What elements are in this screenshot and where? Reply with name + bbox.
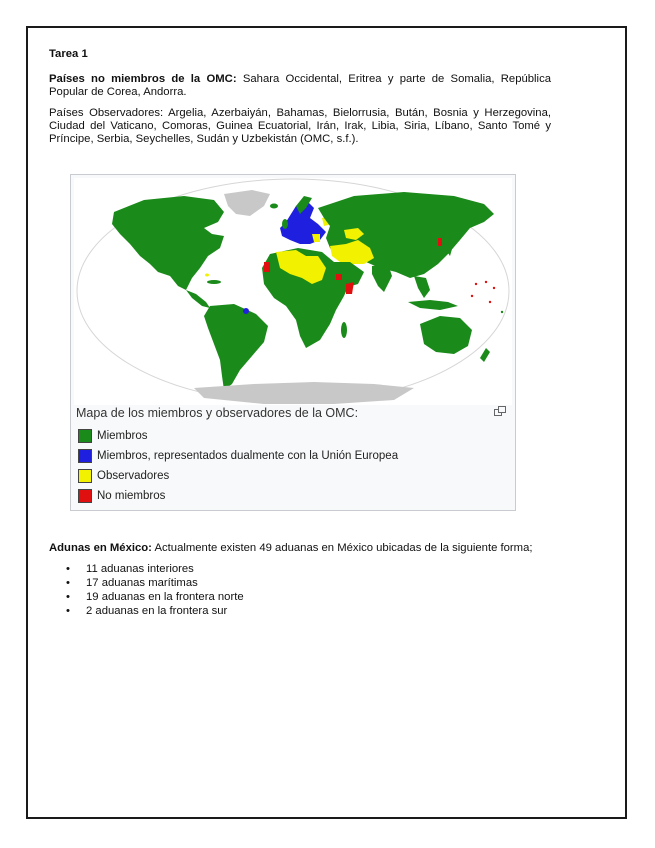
legend-swatch bbox=[78, 469, 92, 483]
legend-item-miembros bbox=[78, 426, 398, 446]
aduanas-section bbox=[49, 542, 559, 619]
list-item: • 2 aduanas en la frontera sur bbox=[66, 605, 559, 618]
list-item: • 19 aduanas en la frontera norte bbox=[66, 591, 559, 604]
map-caption: Mapa de los miembros y observadores de la OMC: bbox=[76, 406, 359, 420]
no-miembros-label: Países no miembros de la OMC: bbox=[49, 73, 237, 85]
legend-swatch bbox=[78, 429, 92, 443]
caribbean-shape bbox=[207, 280, 221, 284]
observadores-paragraph: Países Observadores: Argelia, Azerbaiyán, Bahamas, Bielorrusia, Bután, Bosnia y Herzegovina, Ciudad del Vaticano, Comoras, Guinea Ecuatorial, Irán, Irak, Libia, Siria, Líbano, Santo Tomé y Príncipe, Serbia, Seychelles, Sudán y Uzbekistán (OMC, s.f.). bbox=[49, 107, 551, 145]
eritrea-shape bbox=[336, 274, 342, 280]
enlarge-icon[interactable] bbox=[494, 406, 506, 416]
western-sahara-shape bbox=[264, 262, 270, 272]
aduanas-paragraph bbox=[49, 542, 559, 555]
aduanas-label: Adunas en México: bbox=[49, 542, 152, 554]
madagascar-shape bbox=[341, 322, 347, 338]
aduanas-text: Actualmente existen 49 aduanas en México ubicadas de la siguiente forma; bbox=[151, 542, 533, 554]
legend-label: Observadores bbox=[97, 470, 170, 482]
legend-item-miembros-ue bbox=[78, 446, 398, 466]
new-zealand-shape bbox=[480, 348, 490, 362]
no-miembros-paragraph bbox=[49, 73, 551, 99]
bahamas-shape bbox=[205, 274, 209, 277]
legend-item-observadores bbox=[78, 466, 398, 486]
map-legend bbox=[78, 426, 398, 506]
legend-item-no-miembros bbox=[78, 486, 398, 506]
tarea-title: Tarea 1 bbox=[49, 48, 88, 60]
list-item: • 11 aduanas interiores bbox=[66, 563, 559, 576]
north-korea-shape bbox=[438, 238, 442, 246]
wto-world-map[interactable] bbox=[74, 178, 512, 405]
legend-swatch bbox=[78, 489, 92, 503]
no-miembros-text: Sahara Occidental, Eritrea y parte de Somalia, República Popular de Corea, Andorra. bbox=[49, 73, 551, 98]
aduanas-list bbox=[49, 563, 559, 618]
tarea-section bbox=[49, 48, 551, 154]
iceland-shape bbox=[270, 204, 278, 209]
legend-label: Miembros bbox=[97, 430, 148, 442]
french-guiana-shape bbox=[243, 308, 249, 314]
list-item: • 17 aduanas marítimas bbox=[66, 577, 559, 590]
legend-label: Miembros, representados dualmente con la Unión Europea bbox=[97, 450, 399, 462]
legend-swatch bbox=[78, 449, 92, 463]
wto-map-figure bbox=[70, 174, 516, 511]
legend-label: No miembros bbox=[97, 490, 166, 502]
uk-shape bbox=[282, 219, 288, 229]
